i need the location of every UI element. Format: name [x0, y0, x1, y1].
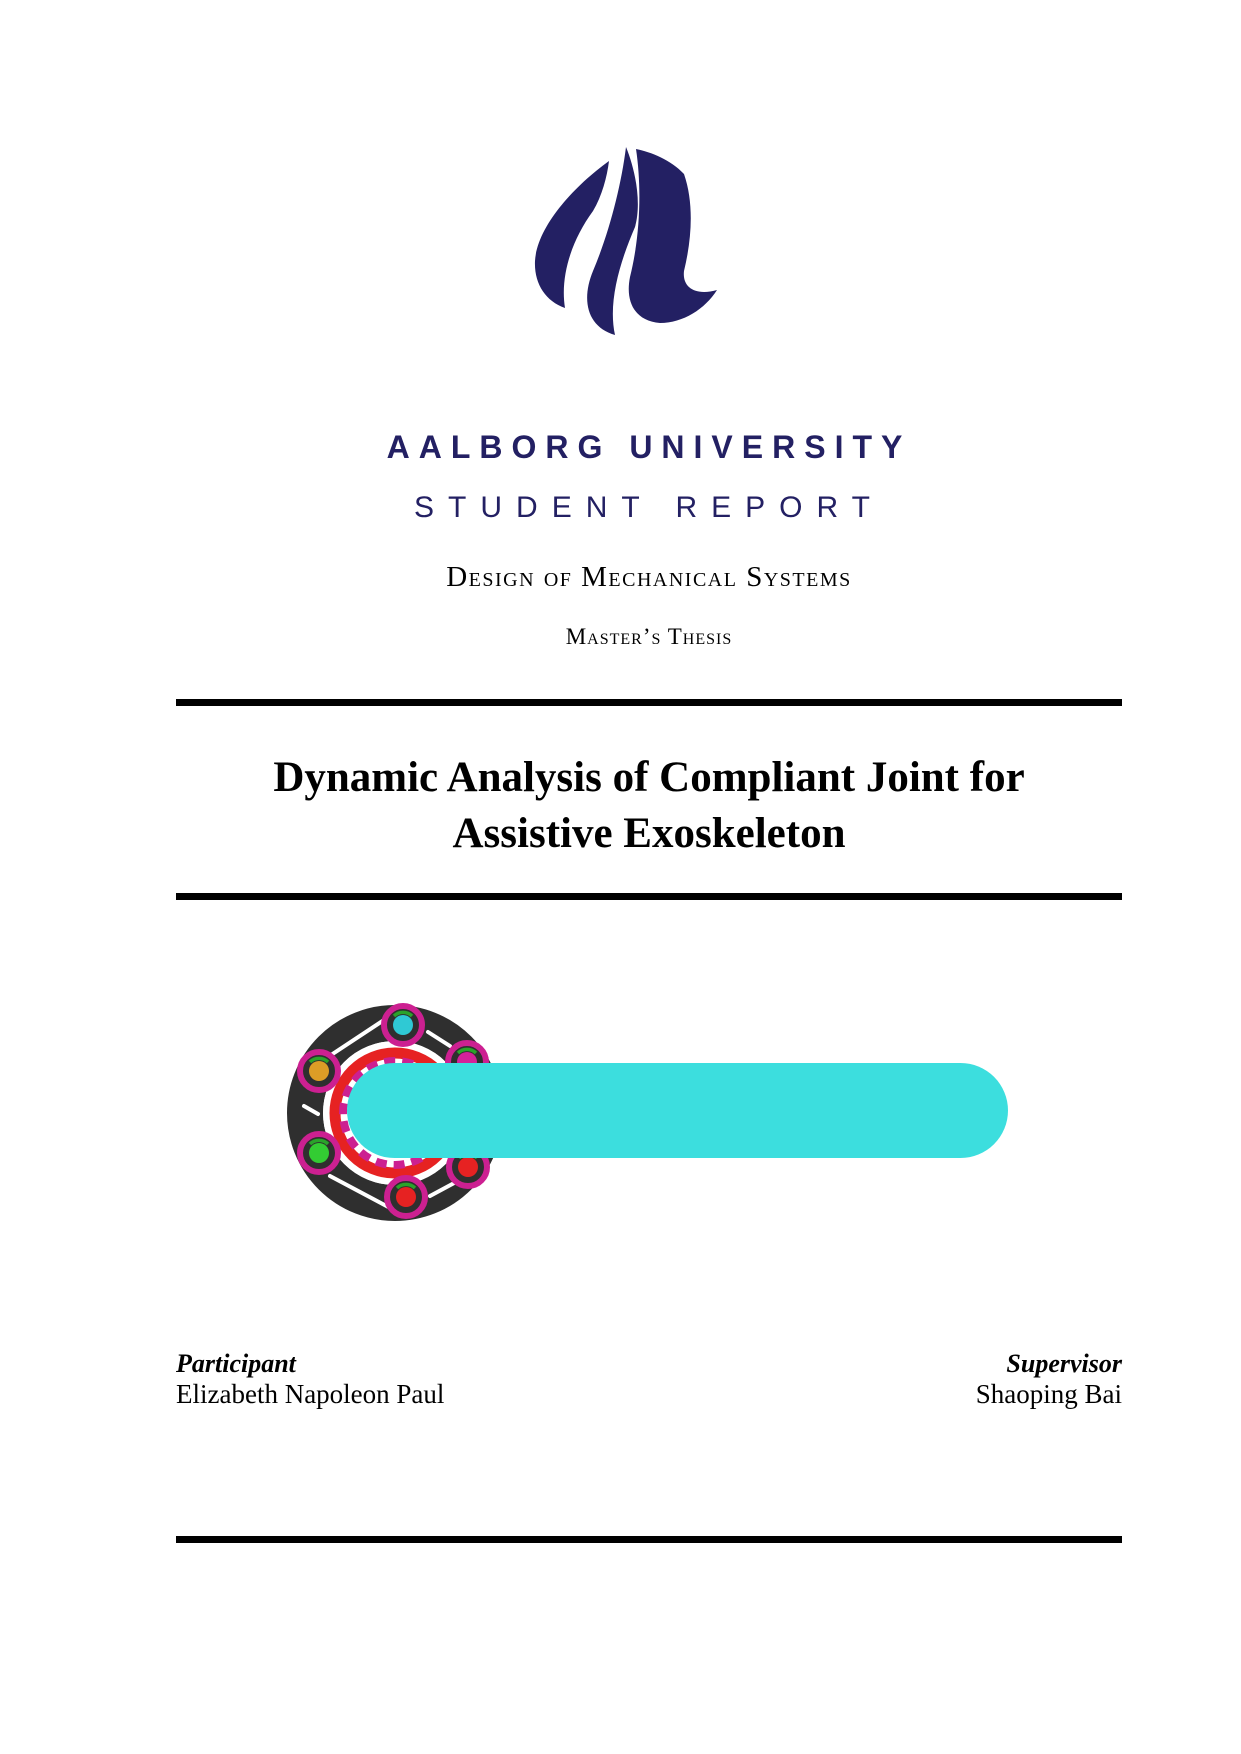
supervisor-label: Supervisor	[1006, 1349, 1122, 1378]
joint-output-arm	[347, 1063, 1008, 1158]
middle-rule	[176, 893, 1122, 900]
document-type: Master’s Thesis	[565, 624, 733, 649]
bolt-top	[384, 1006, 422, 1044]
department-name: Design of Mechanical Systems	[446, 561, 852, 593]
bolt-core	[458, 1157, 478, 1177]
thesis-title	[176, 750, 1122, 862]
bolt-core	[309, 1143, 329, 1163]
bolt-core	[396, 1187, 416, 1207]
thesis-title-line1: Dynamic Analysis of Compliant Joint for	[273, 754, 1025, 801]
participant-label: Participant	[176, 1349, 296, 1378]
compliant-joint-figure	[280, 1000, 1020, 1230]
bolt-upper-left	[300, 1052, 338, 1090]
participant-name: Elizabeth Napoleon Paul	[176, 1379, 445, 1409]
report-type: STUDENT REPORT	[414, 491, 884, 524]
content-column	[176, 0, 1122, 1754]
bolt-core	[393, 1015, 413, 1035]
thesis-title-line2: Assistive Exoskeleton	[452, 810, 846, 857]
bottom-rule	[176, 1536, 1122, 1543]
university-name: AALBORG UNIVERSITY	[386, 429, 912, 465]
participant-block	[176, 1348, 444, 1410]
bolt-bottom	[387, 1178, 425, 1216]
supervisor-block	[976, 1348, 1122, 1410]
top-rule	[176, 699, 1122, 706]
bolt-lower-left	[300, 1134, 338, 1172]
bolt-core	[309, 1061, 329, 1081]
supervisor-name: Shaoping Bai	[975, 1379, 1122, 1409]
